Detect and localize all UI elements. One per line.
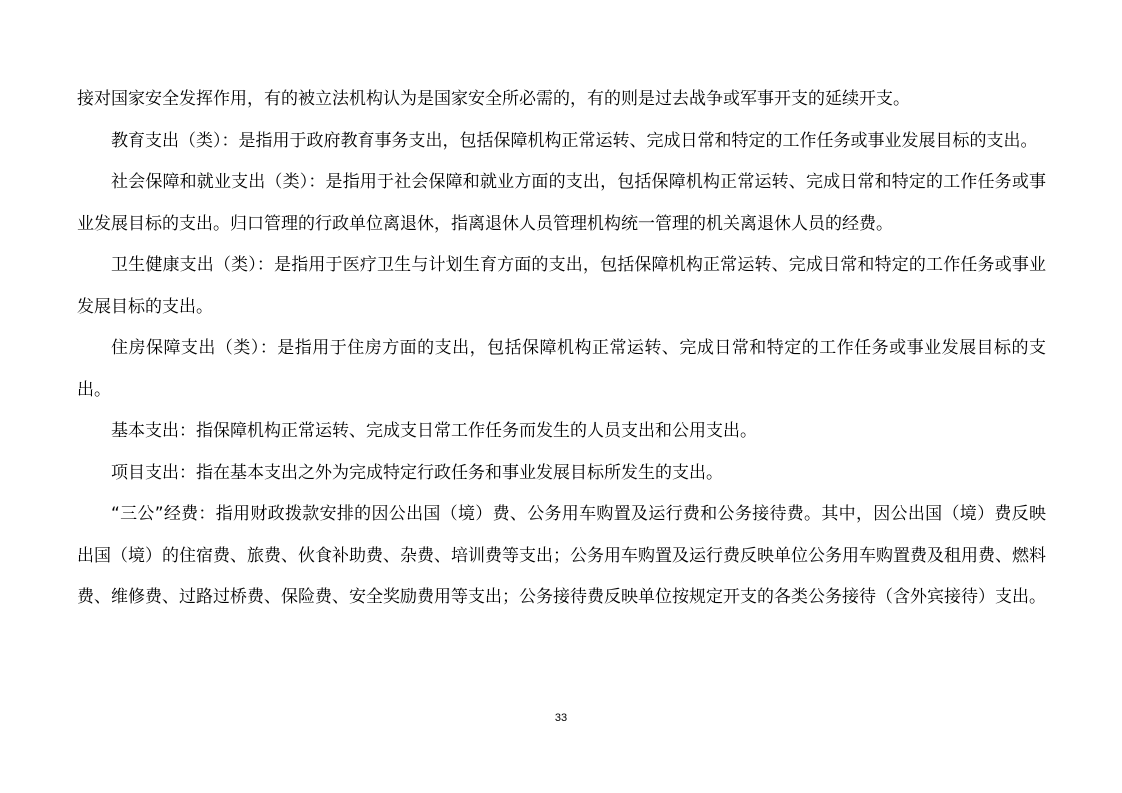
paragraph-education-expenditure: 教育支出（类）：是指用于政府教育事务支出，包括保障机构正常运转、完成日常和特定的工作任务或事业发展目标的支出。 [111,130,1038,151]
paragraph-basic-expenditure: 基本支出：指保障机构正常运转、完成支日常工作任务而发生的人员支出和公用支出。 [111,421,757,441]
paragraph-social-security-expenditure: 社会保障和就业支出（类）：是指用于社会保障和就业方面的支出，包括保障机构正常运转、完成日常和特定的工作任务或事业发展目标的支出。归口管理的行政单位离退休，指离退休人员管理机构统一管理的机关离退休人员的经费。 [77,172,1046,234]
paragraph-three-public-expenses: “三公”经费：指用财政拨款安排的因公出国（境）费、公务用车购置及运行费和公务接待费。其中，因公出国（境）费反映出国（境）的住宿费、旅费、伙食补助费、杂费、培训费等支出；公务用车购置及运行费反映单位公务用车购置费及租用费、燃料费、维修费、过路过桥费、保险费、安全奖励费用等支出；公务接待费反映单位按规定开支的各类公务接待（含外宾接待）支出。 [77,504,1046,607]
document-body [77,79,1046,619]
paragraph-project-expenditure: 项目支出：指在基本支出之外为完成特定行政任务和事业发展目标所发生的支出。 [111,462,723,483]
paragraph-housing-expenditure: 住房保障支出（类）：是指用于住房方面的支出，包括保障机构正常运转、完成日常和特定的工作任务或事业发展目标的支出。 [77,338,1046,400]
paragraph-health-expenditure: 卫生健康支出（类）：是指用于医疗卫生与计划生育方面的支出，包括保障机构正常运转、完成日常和特定的工作任务或事业发展目标的支出。 [77,255,1046,317]
page-number: 33 [554,712,568,724]
paragraph-continued: 接对国家安全发挥作用，有的被立法机构认为是国家安全所必需的，有的则是过去战争或军事开支的延续开支。 [77,89,910,109]
